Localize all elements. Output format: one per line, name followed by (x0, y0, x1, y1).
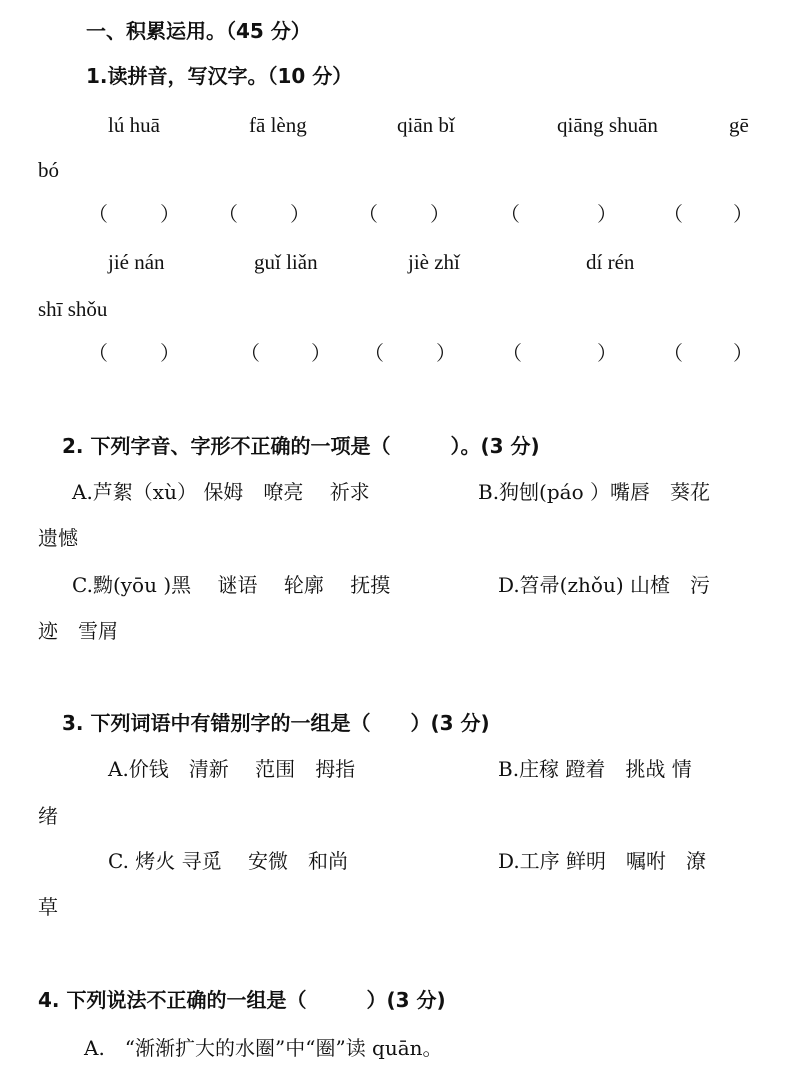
paren-close: ） (597, 341, 617, 365)
q3-option-b-cont: 绪 (38, 804, 58, 828)
paren-close: ） (311, 341, 331, 365)
pinyin-item: jié nán (108, 250, 165, 274)
q3-option-d: D.工序 鲜明 嘱咐 潦 (498, 849, 707, 873)
paren-close: ） (597, 202, 617, 226)
paren-open: （ (358, 202, 378, 226)
paren-open: （ (500, 202, 520, 226)
paren-open: （ (502, 341, 522, 365)
q1-title: 1.读拼音，写汉字。（10 分） (86, 64, 353, 88)
pinyin-item: dí rén (586, 250, 635, 274)
q3-title: 3. 下列词语中有错别字的一组是（ ）(3 分) (62, 711, 490, 735)
q4-option-a: A. “渐渐扩大的水圈”中“圈”读 quān。 (84, 1036, 443, 1060)
q2-option-c: C.黝(yōu )黑 谜语 轮廓 抚摸 (72, 573, 391, 597)
paren-close: ） (733, 202, 753, 226)
paren-open: （ (364, 341, 384, 365)
paren-open: （ (218, 202, 238, 226)
paren-open: （ (240, 341, 260, 365)
pinyin-item: fā lèng (249, 113, 307, 137)
q2-option-b: B.狗刨(páo ）嘴唇 葵花 (478, 480, 710, 504)
paren-close: ） (430, 202, 450, 226)
paren-close: ） (290, 202, 310, 226)
pinyin-item: gē (729, 113, 749, 137)
paren-open: （ (663, 341, 683, 365)
paren-open: （ (88, 202, 108, 226)
pinyin-item: shī shǒu (38, 297, 108, 321)
paren-open: （ (663, 202, 683, 226)
pinyin-item: bó (38, 158, 59, 182)
q3-option-d-cont: 草 (38, 895, 58, 919)
pinyin-item: jiè zhǐ (408, 250, 460, 274)
q3-option-a: A.价钱 清新 范围 拇指 (108, 757, 356, 781)
q2-option-a: A.芦絮（xù） 保姆 嘹亮 祈求 (72, 480, 370, 504)
pinyin-item: guǐ liǎn (254, 250, 318, 274)
q2-option-d: D.笤帚(zhǒu) 山楂 污 (498, 573, 710, 597)
paren-close: ） (436, 341, 456, 365)
q2-title: 2. 下列字音、字形不正确的一项是（ ）。(3 分) (62, 434, 540, 458)
q2-option-b-cont: 遗憾 (38, 526, 78, 550)
q4-title: 4. 下列说法不正确的一组是（ ）(3 分) (38, 988, 446, 1012)
pinyin-item: qiāng shuān (557, 113, 658, 137)
q3-option-c: C. 烤火 寻觅 安微 和尚 (108, 849, 349, 873)
pinyin-item: lú huā (108, 113, 160, 137)
paren-close: ） (160, 202, 180, 226)
paren-close: ） (733, 341, 753, 365)
q3-option-b: B.庄稼 蹬着 挑战 情 (498, 757, 692, 781)
paren-open: （ (88, 341, 108, 365)
section-heading: 一、积累运用。（45 分） (86, 19, 311, 43)
paren-close: ） (160, 341, 180, 365)
q2-option-d-cont: 迹 雪屑 (38, 619, 118, 643)
pinyin-item: qiān bǐ (397, 113, 455, 137)
